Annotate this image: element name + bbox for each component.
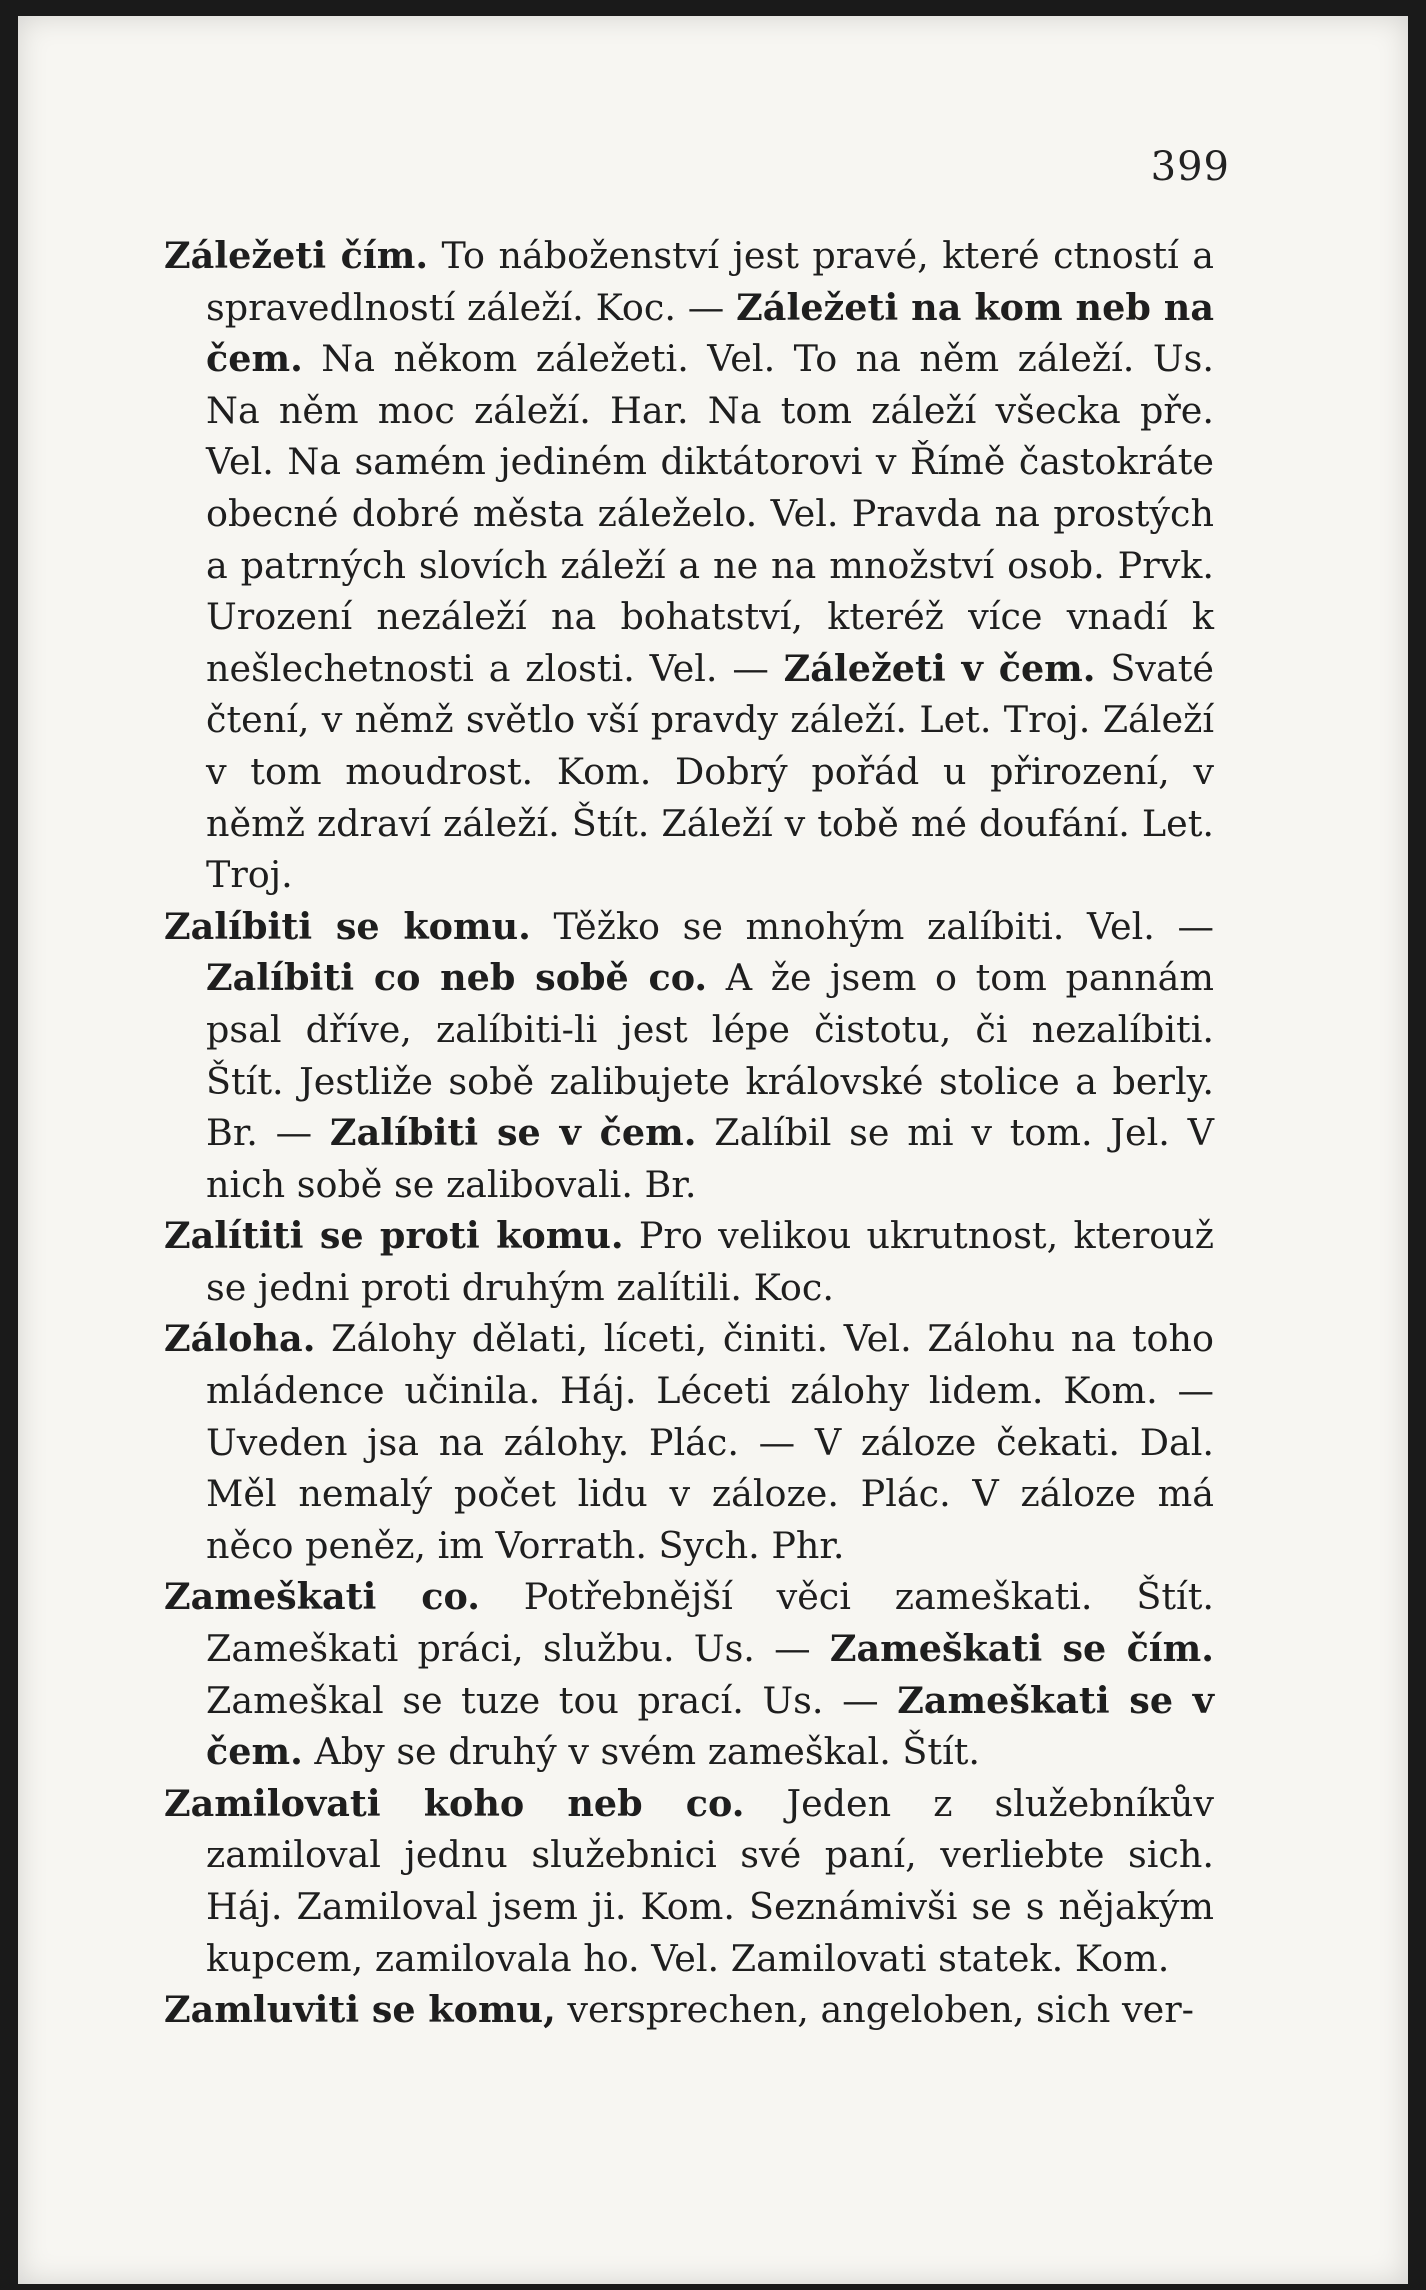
entry-text: Zálohy dělati, líceti, činiti. Vel. Zálohu na toho mládence učinila. Háj. Léceti zálohy lidem. Kom. — Uveden jsa na zálohy. Plác. — V záloze čekati. Dal. Měl nemalý počet lidu v záloze. Plác. V záloze má něco peněz, im Vorrath. Sych. Phr.	[206, 1317, 1214, 1567]
entry-text: Zameškal se tuze tou prací. Us. —	[206, 1678, 898, 1722]
entry-text: A že jsem o tom pannám psal dříve, zalíbiti-li jest lépe čistotu, či nezalíbiti. Štít. Jestliže sobě zalibujete královské stolice a berly. Br. —	[206, 956, 1215, 1155]
entry-headword: Zalítiti se proti komu.	[164, 1214, 624, 1258]
entry-text: Aby se druhý v svém zameškal. Štít.	[302, 1730, 981, 1774]
entry-headword: Záležeti čím.	[164, 234, 429, 277]
entry-headword: Zamilovati koho neb co.	[164, 1781, 745, 1825]
entry-text: Na někom záležeti. Vel. To na něm záleží. Us. Na něm moc záleží. Har. Na tom záleží všecka pře. Vel. Na samém jediném diktátorovi v Římě častokráte obecné dobré města záleželo. Vel. Pravda na prostých a patrných slovích záleží a ne na množství osob. Prvk. Urození nezáleží na bohatství, kteréž více vnadí k nešlechetnosti a zlosti. Vel. —	[206, 337, 1214, 690]
dictionary-entry	[164, 1778, 1214, 1984]
entry-text: versprechen, angeloben, sich ver-	[555, 1988, 1195, 2032]
dictionary-text	[164, 230, 1214, 2036]
book-page	[18, 16, 1408, 2284]
entry-headword: Zameškati se čím.	[829, 1627, 1214, 1671]
entry-text: Potřebnější věci zameškati. Štít. Zameškati práci, službu. Us. —	[206, 1575, 1214, 1671]
entry-text: Zalíbil se mi v tom. Jel. V nich sobě se zalibovali. Br.	[206, 1111, 1215, 1206]
entry-headword: Zalíbiti se komu.	[164, 904, 531, 948]
entry-headword: Zamluviti se komu,	[164, 1988, 556, 2032]
entry-headword: Zalíbiti co neb sobě co.	[206, 956, 708, 1000]
entry-text: Svaté čtení, v němž světlo vší pravdy záleží. Let. Troj. Záleží v tom moudrost. Kom. Dobrý pořád u přirození, v němž zdraví záleží. Štít. Záleží v tobě mé doufání. Let. Troj.	[206, 646, 1214, 897]
entry-text: To náboženství jest pravé, které ctností a spravedlností záleží. Koc. —	[206, 234, 1214, 329]
entry-headword: Zalíbiti se v čem.	[329, 1111, 697, 1155]
entry-headword: Záloha.	[164, 1317, 316, 1361]
dictionary-entry	[164, 1571, 1214, 1777]
page-number: 399	[1150, 144, 1230, 190]
dictionary-entry	[164, 1313, 1214, 1571]
entry-text: Jeden z služebníkův zamiloval jednu služebnici své paní, verliebte sich. Háj. Zamiloval jsem ji. Kom. Seznámivši se s nějakým kupcem, zamilovala ho. Vel. Zamilovati statek. Kom.	[206, 1781, 1214, 1980]
entry-text: Pro velikou ukrutnost, kterouž se jedni proti druhým zalítili. Koc.	[206, 1214, 1214, 1309]
dictionary-entry	[164, 1984, 1214, 2036]
dictionary-entry	[164, 1210, 1214, 1313]
dictionary-entry	[164, 230, 1214, 901]
entry-text: Těžko se mnohým zalíbiti. Vel. —	[530, 904, 1214, 948]
entry-headword: Záležeti na kom neb na čem.	[206, 285, 1214, 381]
entry-headword: Zameškati co.	[164, 1575, 480, 1619]
entry-headword: Záležeti v čem.	[783, 646, 1096, 690]
entry-headword: Zameškati se v čem.	[206, 1678, 1214, 1774]
dictionary-entry	[164, 901, 1214, 1211]
